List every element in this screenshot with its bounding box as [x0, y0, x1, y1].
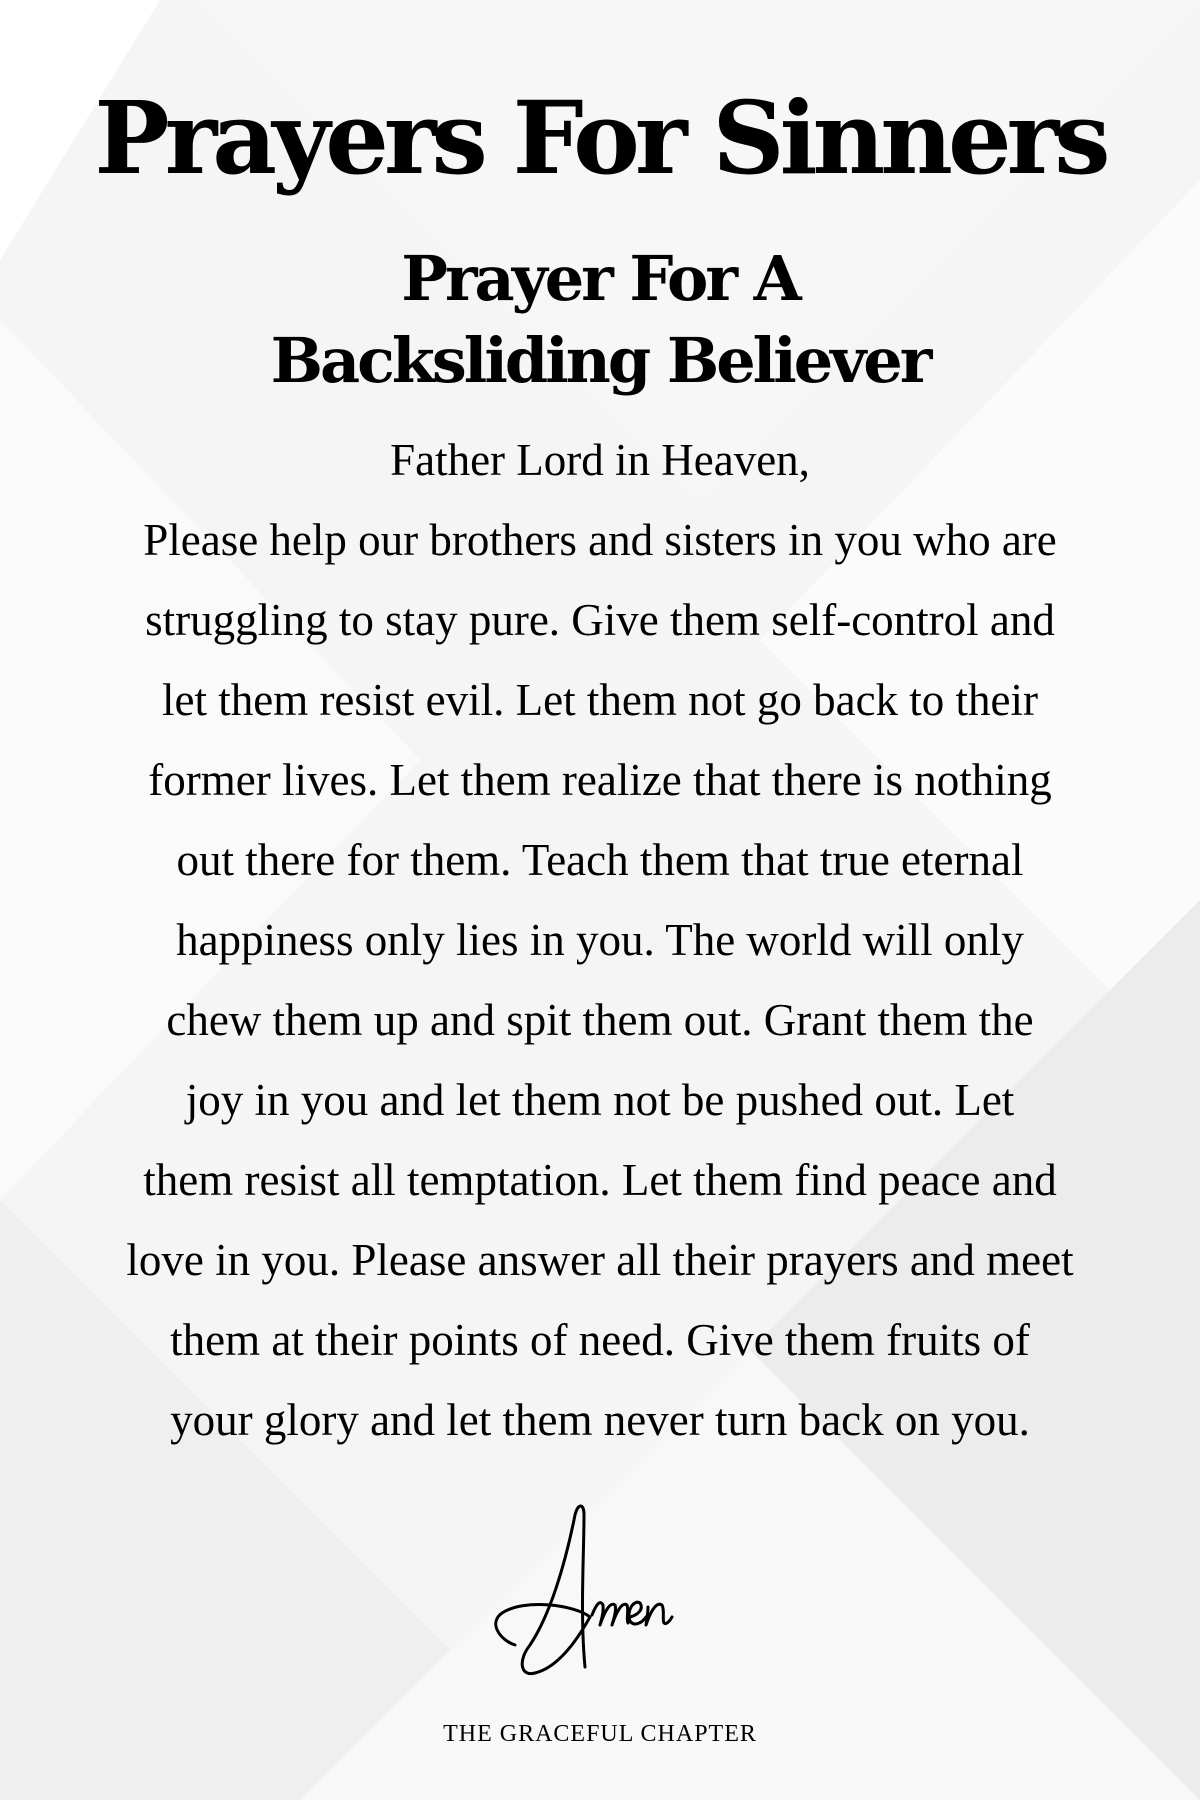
prayer-line: struggling to stay pure. Give them self-control and [145, 595, 1055, 645]
prayer-line: chew them up and spit them out. Grant them the [166, 995, 1034, 1045]
prayer-line: joy in you and let them not be pushed out. Let [185, 1075, 1015, 1125]
prayer-line: love in you. Please answer all their prayers and meet [126, 1235, 1074, 1285]
prayer-greeting: Father Lord in Heaven, [390, 435, 810, 485]
footer-brand: THE GRACEFUL CHAPTER [443, 1721, 757, 1747]
prayer-line: former lives. Let them realize that there is nothing [148, 755, 1052, 805]
prayer-line: let them resist evil. Let them not go back to their [161, 675, 1039, 725]
prayer-line: happiness only lies in you. The world will only [176, 915, 1024, 965]
subtitle-line: Backsliding Believer [270, 324, 930, 397]
subtitle-line: Prayer For A [401, 242, 799, 315]
prayer-body [30, 420, 1170, 1460]
amen-signature [480, 1495, 720, 1695]
prayer-line: them at their points of need. Give them fruits of [170, 1315, 1030, 1365]
prayer-line: out there for them. Teach them that true eternal [176, 835, 1024, 885]
prayer-line: them resist all temptation. Let them find peace and [143, 1155, 1057, 1205]
page-title: Prayers For Sinners [94, 79, 1106, 197]
prayer-line: Please help our brothers and sisters in you who are [143, 515, 1057, 565]
prayer-line: your glory and let them never turn back on you. [170, 1395, 1030, 1445]
prayer-subtitle [0, 238, 1200, 402]
